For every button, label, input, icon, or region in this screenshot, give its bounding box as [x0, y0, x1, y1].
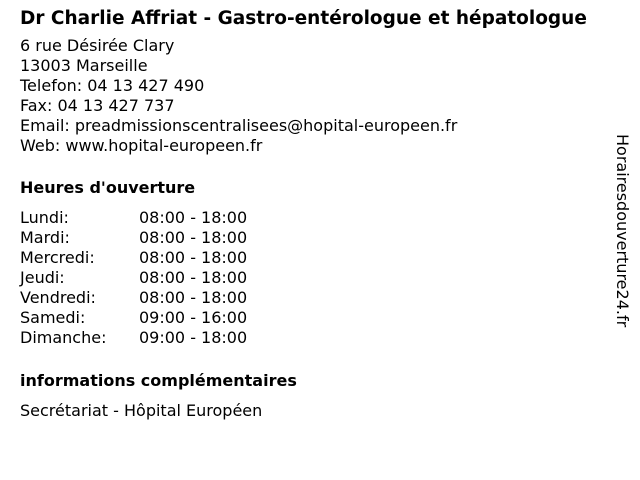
hours-day: Vendredi:	[20, 288, 96, 307]
website-link[interactable]: Web: www.hopital-europeen.fr	[20, 136, 263, 155]
contact-block	[20, 36, 610, 156]
hours-row-sunday	[20, 328, 610, 348]
address-city: 13003 Marseille	[20, 56, 148, 75]
page-content	[20, 8, 610, 421]
info-heading: informations complémentaires	[20, 371, 297, 390]
hours-time: 09:00 - 16:00	[139, 308, 248, 327]
hours-time: 08:00 - 18:00	[139, 228, 248, 247]
hours-row-thursday	[20, 268, 610, 288]
fax-number: Fax: 04 13 427 737	[20, 96, 175, 115]
hours-heading: Heures d'ouverture	[20, 178, 196, 197]
hours-row-saturday	[20, 308, 610, 328]
hours-time: 09:00 - 18:00	[139, 328, 248, 347]
info-text: Secrétariat - Hôpital Européen	[20, 401, 263, 420]
page-title: Dr Charlie Affriat - Gastro-entérologue et hépatologue	[20, 8, 587, 29]
hours-day: Mercredi:	[20, 248, 95, 267]
hours-time: 08:00 - 18:00	[139, 268, 248, 287]
hours-day: Samedi:	[20, 308, 86, 327]
hours-day: Lundi:	[20, 208, 69, 227]
hours-row-wednesday	[20, 248, 610, 268]
opening-hours-table	[20, 208, 610, 348]
hours-time: 08:00 - 18:00	[139, 248, 248, 267]
address-street: 6 rue Désirée Clary	[20, 36, 175, 55]
phone-number[interactable]: Telefon: 04 13 427 490	[20, 76, 205, 95]
hours-time: 08:00 - 18:00	[139, 208, 248, 227]
hours-row-monday	[20, 208, 610, 228]
hours-row-tuesday	[20, 228, 610, 248]
email-address[interactable]: Email: preadmissionscentralisees@hopital-europeen.fr	[20, 116, 458, 135]
hours-day: Mardi:	[20, 228, 70, 247]
hours-day: Dimanche:	[20, 328, 107, 347]
hours-row-friday	[20, 288, 610, 308]
hours-day: Jeudi:	[20, 268, 65, 287]
hours-time: 08:00 - 18:00	[139, 288, 248, 307]
site-watermark: Horairesdouverture24.fr	[613, 134, 632, 328]
